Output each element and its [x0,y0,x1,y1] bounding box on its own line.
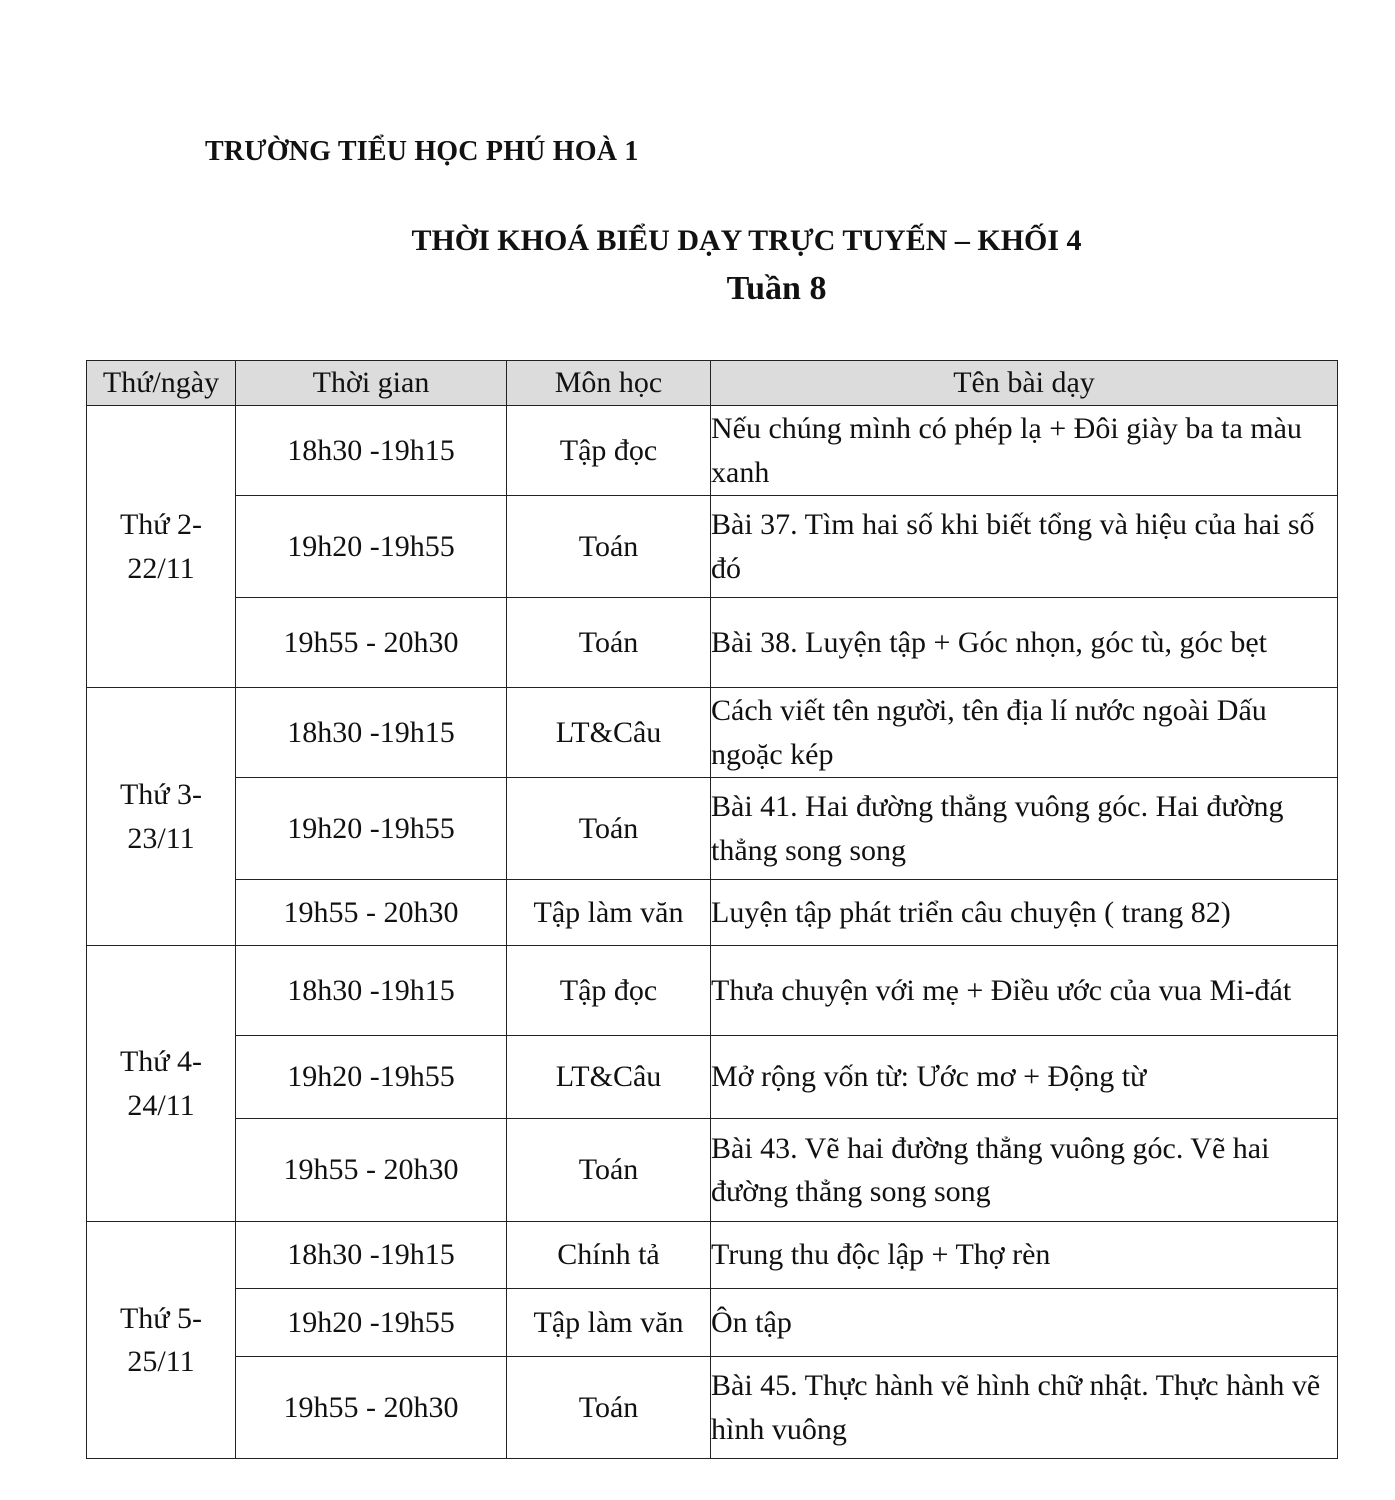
subject-cell: Toán [507,778,711,880]
lesson-cell: Bài 37. Tìm hai số khi biết tổng và hiệu của hai số đó [711,496,1338,598]
time-cell: 18h30 -19h15 [236,1222,507,1289]
subject-cell: Tập đọc [507,406,711,496]
lesson-cell: Thưa chuyện với mẹ + Điều ước của vua Mi-đát [711,946,1338,1036]
subject-cell: Toán [507,598,711,688]
table-header-row [87,361,1338,406]
document-title: THỜI KHOÁ BIỂU DẠY TRỰC TUYẾN – KHỐI 4 [411,224,1082,257]
school-name: TRƯỜNG TIỂU HỌC PHÚ HOÀ 1 [205,136,639,167]
day-cell: Thứ 5- 25/11 [87,1222,236,1459]
subject-cell: Toán [507,496,711,598]
subject-cell: LT&Câu [507,1036,711,1119]
subject-cell: Toán [507,1357,711,1459]
time-cell: 19h55 - 20h30 [236,598,507,688]
table-row [87,1289,1338,1357]
subject-cell: Tập làm văn [507,1289,711,1357]
header-time: Thời gian [236,361,507,406]
table-row [87,1357,1338,1459]
time-cell: 19h20 -19h55 [236,778,507,880]
day-cell: Thứ 3- 23/11 [87,688,236,946]
time-cell: 19h20 -19h55 [236,1036,507,1119]
table-row [87,880,1338,946]
schedule-table [86,360,1338,1459]
time-cell: 19h20 -19h55 [236,496,507,598]
time-cell: 18h30 -19h15 [236,946,507,1036]
header-day: Thứ/ngày [87,361,236,406]
header-subject: Môn học [507,361,711,406]
lesson-cell: Bài 43. Vẽ hai đường thẳng vuông góc. Vẽ hai đường thẳng song song [711,1119,1338,1222]
time-cell: 19h55 - 20h30 [236,1119,507,1222]
table-row [87,406,1338,496]
subject-cell: LT&Câu [507,688,711,778]
lesson-cell: Bài 38. Luyện tập + Góc nhọn, góc tù, góc bẹt [711,598,1338,688]
lesson-cell: Nếu chúng mình có phép lạ + Đôi giày ba ta màu xanh [711,406,1338,496]
table-row [87,1119,1338,1222]
table-row [87,1036,1338,1119]
table-row [87,598,1338,688]
time-cell: 19h55 - 20h30 [236,880,507,946]
table-row [87,778,1338,880]
subject-cell: Toán [507,1119,711,1222]
table-row [87,946,1338,1036]
lesson-cell: Bài 45. Thực hành vẽ hình chữ nhật. Thực hành vẽ hình vuông [711,1357,1338,1459]
day-cell: Thứ 2- 22/11 [87,406,236,688]
table-row [87,688,1338,778]
time-cell: 18h30 -19h15 [236,406,507,496]
table-row [87,496,1338,598]
table-row [87,1222,1338,1289]
lesson-cell: Luyện tập phát triển câu chuyện ( trang 82) [711,880,1338,946]
lesson-cell: Bài 41. Hai đường thẳng vuông góc. Hai đường thẳng song song [711,778,1338,880]
lesson-cell: Cách viết tên người, tên địa lí nước ngoài Dấu ngoặc kép [711,688,1338,778]
subject-cell: Tập đọc [507,946,711,1036]
time-cell: 18h30 -19h15 [236,688,507,778]
time-cell: 19h20 -19h55 [236,1289,507,1357]
time-cell: 19h55 - 20h30 [236,1357,507,1459]
lesson-cell: Ôn tập [711,1289,1338,1357]
lesson-cell: Trung thu độc lập + Thợ rèn [711,1222,1338,1289]
lesson-cell: Mở rộng vốn từ: Ước mơ + Động từ [711,1036,1338,1119]
header-lesson: Tên bài dạy [711,361,1338,406]
subject-cell: Tập làm văn [507,880,711,946]
day-cell: Thứ 4- 24/11 [87,946,236,1222]
week-label: Tuần 8 [726,270,827,307]
subject-cell: Chính tả [507,1222,711,1289]
